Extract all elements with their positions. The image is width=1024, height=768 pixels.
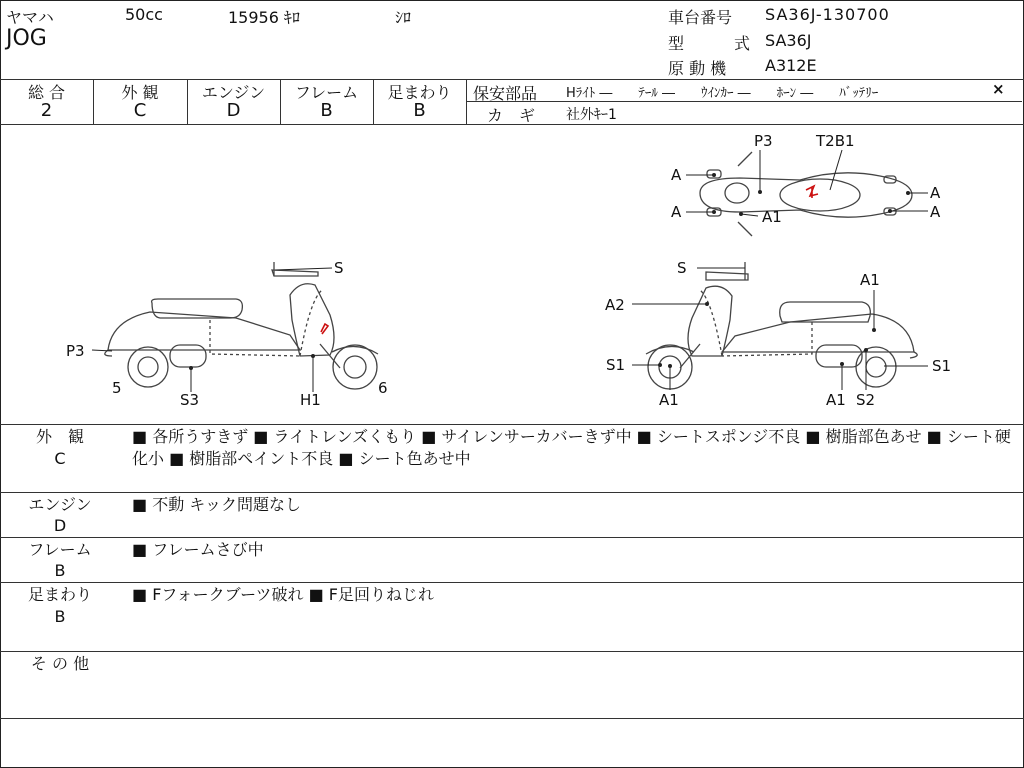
section-exterior-grade: C	[54, 449, 66, 468]
section-engine-grade: D	[53, 516, 67, 535]
section-exterior-text: ■ 各所うすきず ■ ライトレンズくもり ■ サイレンサーカバーきず中 ■ シートスポンジ不良 ■ 樹脂部色あせ ■ シート硬化小 ■ 樹脂部ペイント不良 ■ シート色あせ中	[132, 427, 1011, 468]
section-suspension-label: 足まわり	[27, 585, 92, 604]
grade-engine-value: D	[226, 100, 241, 121]
section-frame-label: フレーム	[28, 540, 92, 559]
mileage: 15956 ｷﾛ	[228, 8, 300, 27]
scooter-diagram	[0, 125, 1024, 425]
section-suspension-text: ■ Fフォークブーツ破れ ■ F足回りねじれ	[132, 585, 434, 604]
section-frame-text: ■ フレームさび中	[132, 540, 264, 559]
label-p3-top: P3	[754, 132, 773, 150]
label-a-tl: A	[671, 166, 682, 184]
label-a1-right-top: A1	[860, 271, 880, 289]
engine-model-value: A312E	[765, 56, 817, 75]
model-name: JOG	[6, 26, 47, 51]
label-a-tr: A	[930, 184, 941, 202]
label-a-bl: A	[671, 203, 682, 221]
type-value: SA36J	[765, 31, 812, 50]
label-t2b1: T2B1	[816, 132, 855, 150]
grade-frame-value: B	[320, 100, 333, 121]
type-label-2: 式	[734, 34, 751, 53]
key-label: カ ギ	[487, 106, 536, 125]
label-5: 5	[112, 379, 122, 397]
label-h1: H1	[300, 391, 321, 409]
grade-engine-label: エンジン	[201, 83, 266, 102]
label-s-left: S	[334, 259, 344, 277]
label-s2: S2	[856, 391, 876, 409]
frame-no-value: SA36J-130700	[765, 5, 890, 24]
grade-suspension-value: B	[413, 100, 426, 121]
grade-exterior-value: C	[133, 100, 147, 121]
red-mark-side	[321, 324, 328, 334]
safety-battery-mark: ×	[992, 80, 1005, 98]
label-s1-left: S1	[606, 356, 626, 374]
grade-frame-label: フレーム	[294, 83, 359, 102]
top-view	[700, 152, 912, 236]
type-label-1: 型	[668, 34, 685, 53]
section-suspension-grade: B	[54, 607, 66, 626]
label-a-br: A	[930, 203, 941, 221]
label-s1-right: S1	[932, 357, 952, 375]
label-6: 6	[378, 379, 388, 397]
section-other-label: そ の 他	[30, 654, 90, 673]
section-engine-text: ■ 不動 キック問題なし	[132, 495, 301, 514]
frame-no-label: 車台番号	[668, 8, 733, 27]
engine-model-label: 原 動 機	[668, 59, 727, 78]
red-mark-top	[806, 186, 818, 198]
safety-parts-label: 保安部品	[473, 84, 538, 103]
section-engine-label: エンジン	[28, 495, 92, 514]
left-side-view	[105, 262, 378, 389]
key-value: 社外ｷｰ1	[566, 107, 617, 123]
grade-exterior-label: 外 観	[121, 83, 159, 102]
grade-total-value: 2	[40, 100, 53, 121]
label-a1-bottom: A1	[826, 391, 846, 409]
displacement: 50cc	[125, 5, 163, 24]
section-exterior-label: 外 観	[35, 427, 84, 446]
label-a1-wheel: A1	[659, 391, 679, 409]
label-s-right: S	[677, 259, 687, 277]
label-a2: A2	[605, 296, 625, 314]
maker: ヤマハ	[6, 8, 54, 27]
label-s3: S3	[180, 391, 200, 409]
safety-parts-items: Hﾗｲﾄ ― ﾃｰﾙ ― ｳｲﾝｶｰ ― ﾎｰﾝ ― ﾊﾞｯﾃﾘｰ	[566, 86, 879, 101]
section-frame-grade: B	[54, 561, 66, 580]
label-a1-top: A1	[762, 208, 782, 226]
grade-total-label: 総 合	[27, 83, 66, 102]
label-p3-left: P3	[66, 342, 85, 360]
grade-suspension-label: 足まわり	[387, 83, 452, 102]
body-color: ｼﾛ	[395, 8, 412, 27]
